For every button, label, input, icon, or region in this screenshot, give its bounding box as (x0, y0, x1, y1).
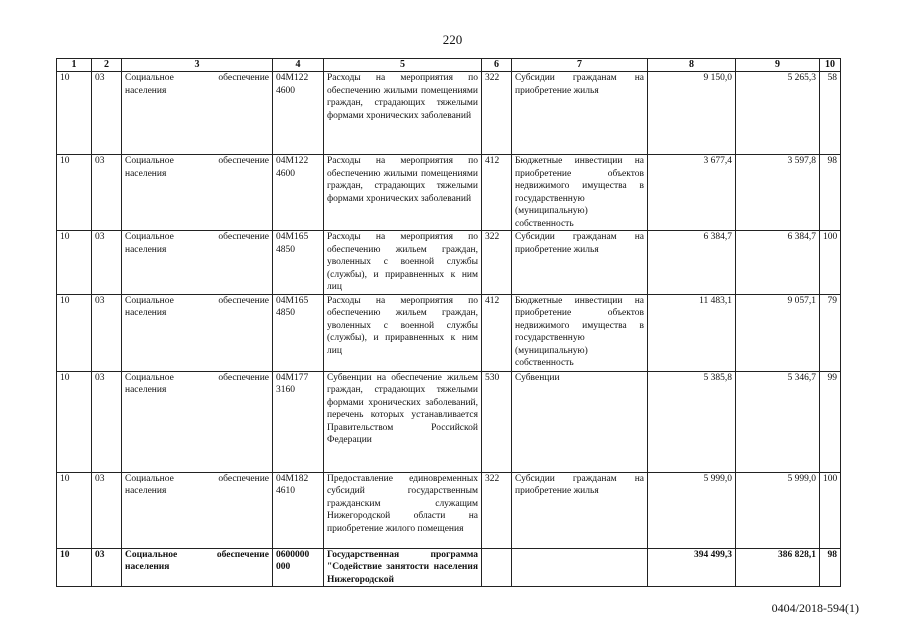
table-row (57, 155, 841, 231)
podrazdel-cell: 03 (92, 371, 122, 472)
planned-amount-cell: 11 483,1 (648, 294, 736, 371)
section-name-cell: Социальное обеспечение населения (122, 72, 273, 155)
actual-amount-cell: 5 999,0 (736, 472, 820, 548)
expense-type-code-cell: 412 (482, 155, 512, 231)
column-header-10: 10 (820, 59, 841, 72)
planned-amount-cell: 6 384,7 (648, 231, 736, 295)
razdel-cell: 10 (57, 294, 92, 371)
planned-amount-cell: 9 150,0 (648, 72, 736, 155)
podrazdel-cell: 03 (92, 231, 122, 295)
expense-type-code-cell: 322 (482, 231, 512, 295)
actual-amount-cell: 9 057,1 (736, 294, 820, 371)
execution-percent-cell: 98 (820, 155, 841, 231)
podrazdel-cell: 03 (92, 472, 122, 548)
section-name-cell: Социальное обеспечение населения (122, 548, 273, 587)
expense-type-name-cell: Субсидии гражданам на приобретение жилья (512, 72, 648, 155)
section-name-cell: Социальное обеспечение населения (122, 231, 273, 295)
execution-percent-cell: 79 (820, 294, 841, 371)
section-name-cell: Социальное обеспечение населения (122, 155, 273, 231)
podrazdel-cell: 03 (92, 155, 122, 231)
expense-type-code-cell: 322 (482, 472, 512, 548)
section-name-cell: Социальное обеспечение населения (122, 472, 273, 548)
section-name-cell: Социальное обеспечение населения (122, 371, 273, 472)
expense-description-cell: Государственная программа "Содействие занятости населения Нижегородской (324, 548, 482, 587)
actual-amount-cell: 5 346,7 (736, 371, 820, 472)
expense-type-name-cell: Субвенции (512, 371, 648, 472)
column-header-4: 4 (273, 59, 324, 72)
column-header-3: 3 (122, 59, 273, 72)
expense-description-cell: Субвенции на обеспечение жильем граждан, страдающих тяжелыми формами хронических заболеваний, перечень которых устанавливается Правительством Российской Федерации (324, 371, 482, 472)
expense-type-name-cell: Субсидии гражданам на приобретение жилья (512, 472, 648, 548)
expense-type-name-cell: Бюджетные инвестиции на приобретение объектов недвижимого имущества в государственную (муниципальную) собственность (512, 155, 648, 231)
table-row (57, 548, 841, 587)
section-name-cell: Социальное обеспечение населения (122, 294, 273, 371)
expense-description-cell: Предоставление единовременных субсидий государственным гражданским служащим Нижегородской области на приобретение жилого помещения (324, 472, 482, 548)
page-number: 220 (442, 32, 463, 47)
actual-amount-cell: 5 265,3 (736, 72, 820, 155)
table-row (57, 472, 841, 548)
column-header-6: 6 (482, 59, 512, 72)
execution-percent-cell: 98 (820, 548, 841, 587)
table-row (57, 294, 841, 371)
expense-type-name-cell: Субсидии гражданам на приобретение жилья (512, 231, 648, 295)
expense-type-name-cell: Бюджетные инвестиции на приобретение объектов недвижимого имущества в государственную (муниципальную) собственность (512, 294, 648, 371)
actual-amount-cell: 3 597,8 (736, 155, 820, 231)
execution-percent-cell: 58 (820, 72, 841, 155)
planned-amount-cell: 5 385,8 (648, 371, 736, 472)
expense-description-cell: Расходы на мероприятия по обеспечению жильем граждан, уволенных с военной службы (службы), и приравненных к ним лиц (324, 294, 482, 371)
planned-amount-cell: 394 499,3 (648, 548, 736, 587)
table-row (57, 371, 841, 472)
podrazdel-cell: 03 (92, 72, 122, 155)
target-article-cell: 04М165 4850 (273, 294, 324, 371)
execution-percent-cell: 100 (820, 231, 841, 295)
expense-type-name-cell (512, 548, 648, 587)
expense-description-cell: Расходы на мероприятия по обеспечению жильем граждан, уволенных с военной службы (службы), и приравненных к ним лиц (324, 231, 482, 295)
table-row (57, 72, 841, 155)
table-row (57, 231, 841, 295)
podrazdel-cell: 03 (92, 294, 122, 371)
execution-percent-cell: 100 (820, 472, 841, 548)
expense-description-cell: Расходы на мероприятия по обеспечению жилыми помещениями граждан, страдающих тяжелыми формами хронических заболеваний (324, 72, 482, 155)
target-article-cell: 04М122 4600 (273, 72, 324, 155)
column-header-7: 7 (512, 59, 648, 72)
expense-type-code-cell: 322 (482, 72, 512, 155)
target-article-cell: 04М177 3160 (273, 371, 324, 472)
execution-percent-cell: 99 (820, 371, 841, 472)
column-header-5: 5 (324, 59, 482, 72)
razdel-cell: 10 (57, 472, 92, 548)
target-article-cell: 04М182 4610 (273, 472, 324, 548)
razdel-cell: 10 (57, 371, 92, 472)
actual-amount-cell: 6 384,7 (736, 231, 820, 295)
expense-type-code-cell: 412 (482, 294, 512, 371)
razdel-cell: 10 (57, 548, 92, 587)
razdel-cell: 10 (57, 231, 92, 295)
planned-amount-cell: 5 999,0 (648, 472, 736, 548)
podrazdel-cell: 03 (92, 548, 122, 587)
expense-type-code-cell (482, 548, 512, 587)
expense-type-code-cell: 530 (482, 371, 512, 472)
header-row (57, 59, 841, 72)
column-header-2: 2 (92, 59, 122, 72)
razdel-cell: 10 (57, 155, 92, 231)
expense-description-cell: Расходы на мероприятия по обеспечению жилыми помещениями граждан, страдающих тяжелыми формами хронических заболеваний (324, 155, 482, 231)
target-article-cell: 04М122 4600 (273, 155, 324, 231)
razdel-cell: 10 (57, 72, 92, 155)
target-article-cell: 0600000 000 (273, 548, 324, 587)
actual-amount-cell: 386 828,1 (736, 548, 820, 587)
column-header-9: 9 (736, 59, 820, 72)
planned-amount-cell: 3 677,4 (648, 155, 736, 231)
target-article-cell: 04М165 4850 (273, 231, 324, 295)
document-code: 0404/2018-594(1) (771, 601, 859, 615)
budget-table (56, 58, 841, 587)
column-header-8: 8 (648, 59, 736, 72)
column-header-1: 1 (57, 59, 92, 72)
